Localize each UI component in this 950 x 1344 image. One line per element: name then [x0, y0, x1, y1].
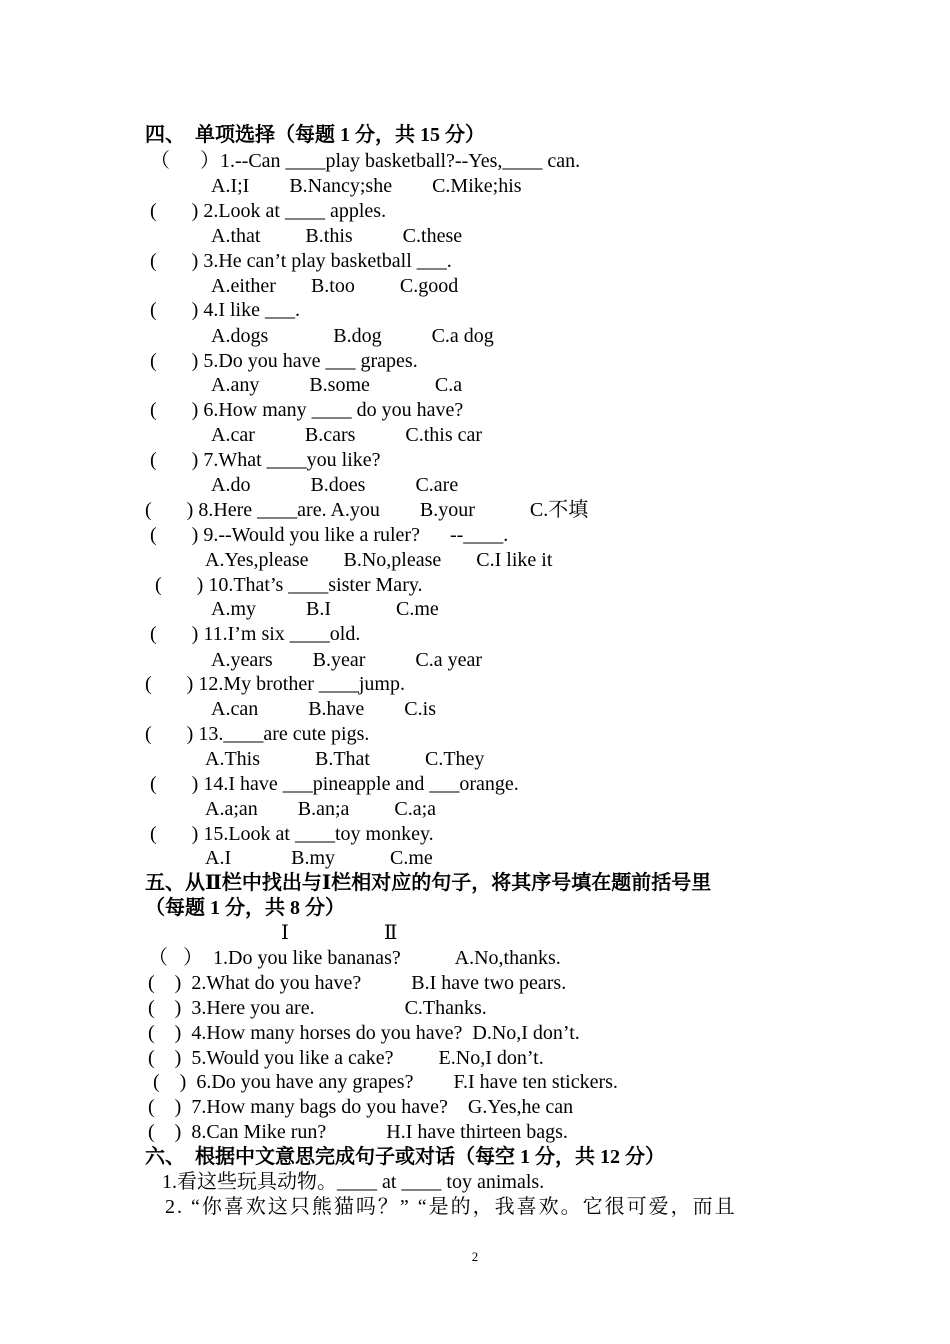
- question-4-4-options: A.dogs B.dog C.a dog: [211, 325, 494, 347]
- question-4-12-options: A.can B.have C.is: [211, 698, 436, 720]
- page-number: 2: [471, 1249, 479, 1264]
- question-4-4: ( ) 4.I like ___.: [150, 299, 300, 321]
- question-4-1: （ ）1.--Can ____play basketball?--Yes,____ can.: [150, 150, 581, 172]
- match-row-3: ( ) 3.Here you are. C.Thanks.: [148, 997, 487, 1019]
- section-4-heading: 四、 单项选择（每题 1 分，共 15 分）: [145, 124, 485, 146]
- question-4-2: ( ) 2.Look at ____ apples.: [150, 200, 387, 222]
- question-4-10-options: A.my B.I C.me: [211, 598, 439, 620]
- question-4-7: ( ) 7.What ____you like?: [150, 449, 381, 471]
- section-6-heading: 六、 根据中文意思完成句子或对话（每空 1 分，共 12 分）: [145, 1146, 665, 1168]
- question-4-15: ( ) 15.Look at ____toy monkey.: [150, 823, 434, 845]
- question-4-5-options: A.any B.some C.a: [211, 374, 463, 396]
- question-4-2-options: A.that B.this C.these: [211, 225, 463, 247]
- match-row-4: ( ) 4.How many horses do you have? D.No,I don’t.: [148, 1022, 580, 1044]
- translation-item-2: 2. “你喜欢这只熊猫吗？” “是的，我喜欢。它很可爱，而且: [165, 1196, 737, 1218]
- match-row-1: （ ） 1.Do you like bananas? A.No,thanks.: [148, 947, 561, 969]
- question-4-11-options: A.years B.year C.a year: [211, 649, 483, 671]
- question-4-9-options: A.Yes,please B.No,please C.I like it: [205, 549, 553, 571]
- question-4-15-options: A.I B.my C.me: [205, 847, 433, 869]
- section-5-heading: 五、从Ⅱ栏中找出与Ⅰ栏相对应的句子，将其序号填在题前括号里: [145, 872, 712, 894]
- match-row-2: ( ) 2.What do you have? B.I have two pears.: [148, 972, 567, 994]
- question-4-3: ( ) 3.He can’t play basketball ___.: [150, 250, 452, 272]
- question-4-5: ( ) 5.Do you have ___ grapes.: [150, 350, 418, 372]
- question-4-8: ( ) 8.Here ____are. A.you B.your C.不填: [145, 499, 589, 521]
- match-row-6: ( ) 6.Do you have any grapes? F.I have ten stickers.: [153, 1071, 618, 1093]
- match-row-8: ( ) 8.Can Mike run? H.I have thirteen bags.: [148, 1121, 568, 1143]
- question-4-9: ( ) 9.--Would you like a ruler? --____.: [150, 524, 509, 546]
- question-4-1-options: A.I;I B.Nancy;she C.Mike;his: [211, 175, 522, 197]
- question-4-12: ( ) 12.My brother ____jump.: [145, 673, 405, 695]
- question-4-6-options: A.car B.cars C.this car: [211, 424, 483, 446]
- match-row-7: ( ) 7.How many bags do you have? G.Yes,he can: [148, 1096, 574, 1118]
- question-4-11: ( ) 11.I’m six ____old.: [150, 623, 361, 645]
- question-4-13: ( ) 13.____are cute pigs.: [145, 723, 370, 745]
- question-4-14-options: A.a;an B.an;a C.a;a: [205, 798, 437, 820]
- question-4-7-options: A.do B.does C.are: [211, 474, 459, 496]
- section-5-column-header: Ⅰ Ⅱ: [281, 922, 398, 944]
- section-5-heading-points: （每题 1 分，共 8 分）: [145, 897, 345, 919]
- match-row-5: ( ) 5.Would you like a cake? E.No,I don’t.: [148, 1047, 544, 1069]
- question-4-10: ( ) 10.That’s ____sister Mary.: [155, 574, 423, 596]
- question-4-3-options: A.either B.too C.good: [211, 275, 459, 297]
- question-4-14: ( ) 14.I have ___pineapple and ___orange.: [150, 773, 519, 795]
- question-4-6: ( ) 6.How many ____ do you have?: [150, 399, 464, 421]
- question-4-13-options: A.This B.That C.They: [205, 748, 485, 770]
- translation-item-1: 1.看这些玩具动物。____ at ____ toy animals.: [162, 1171, 545, 1193]
